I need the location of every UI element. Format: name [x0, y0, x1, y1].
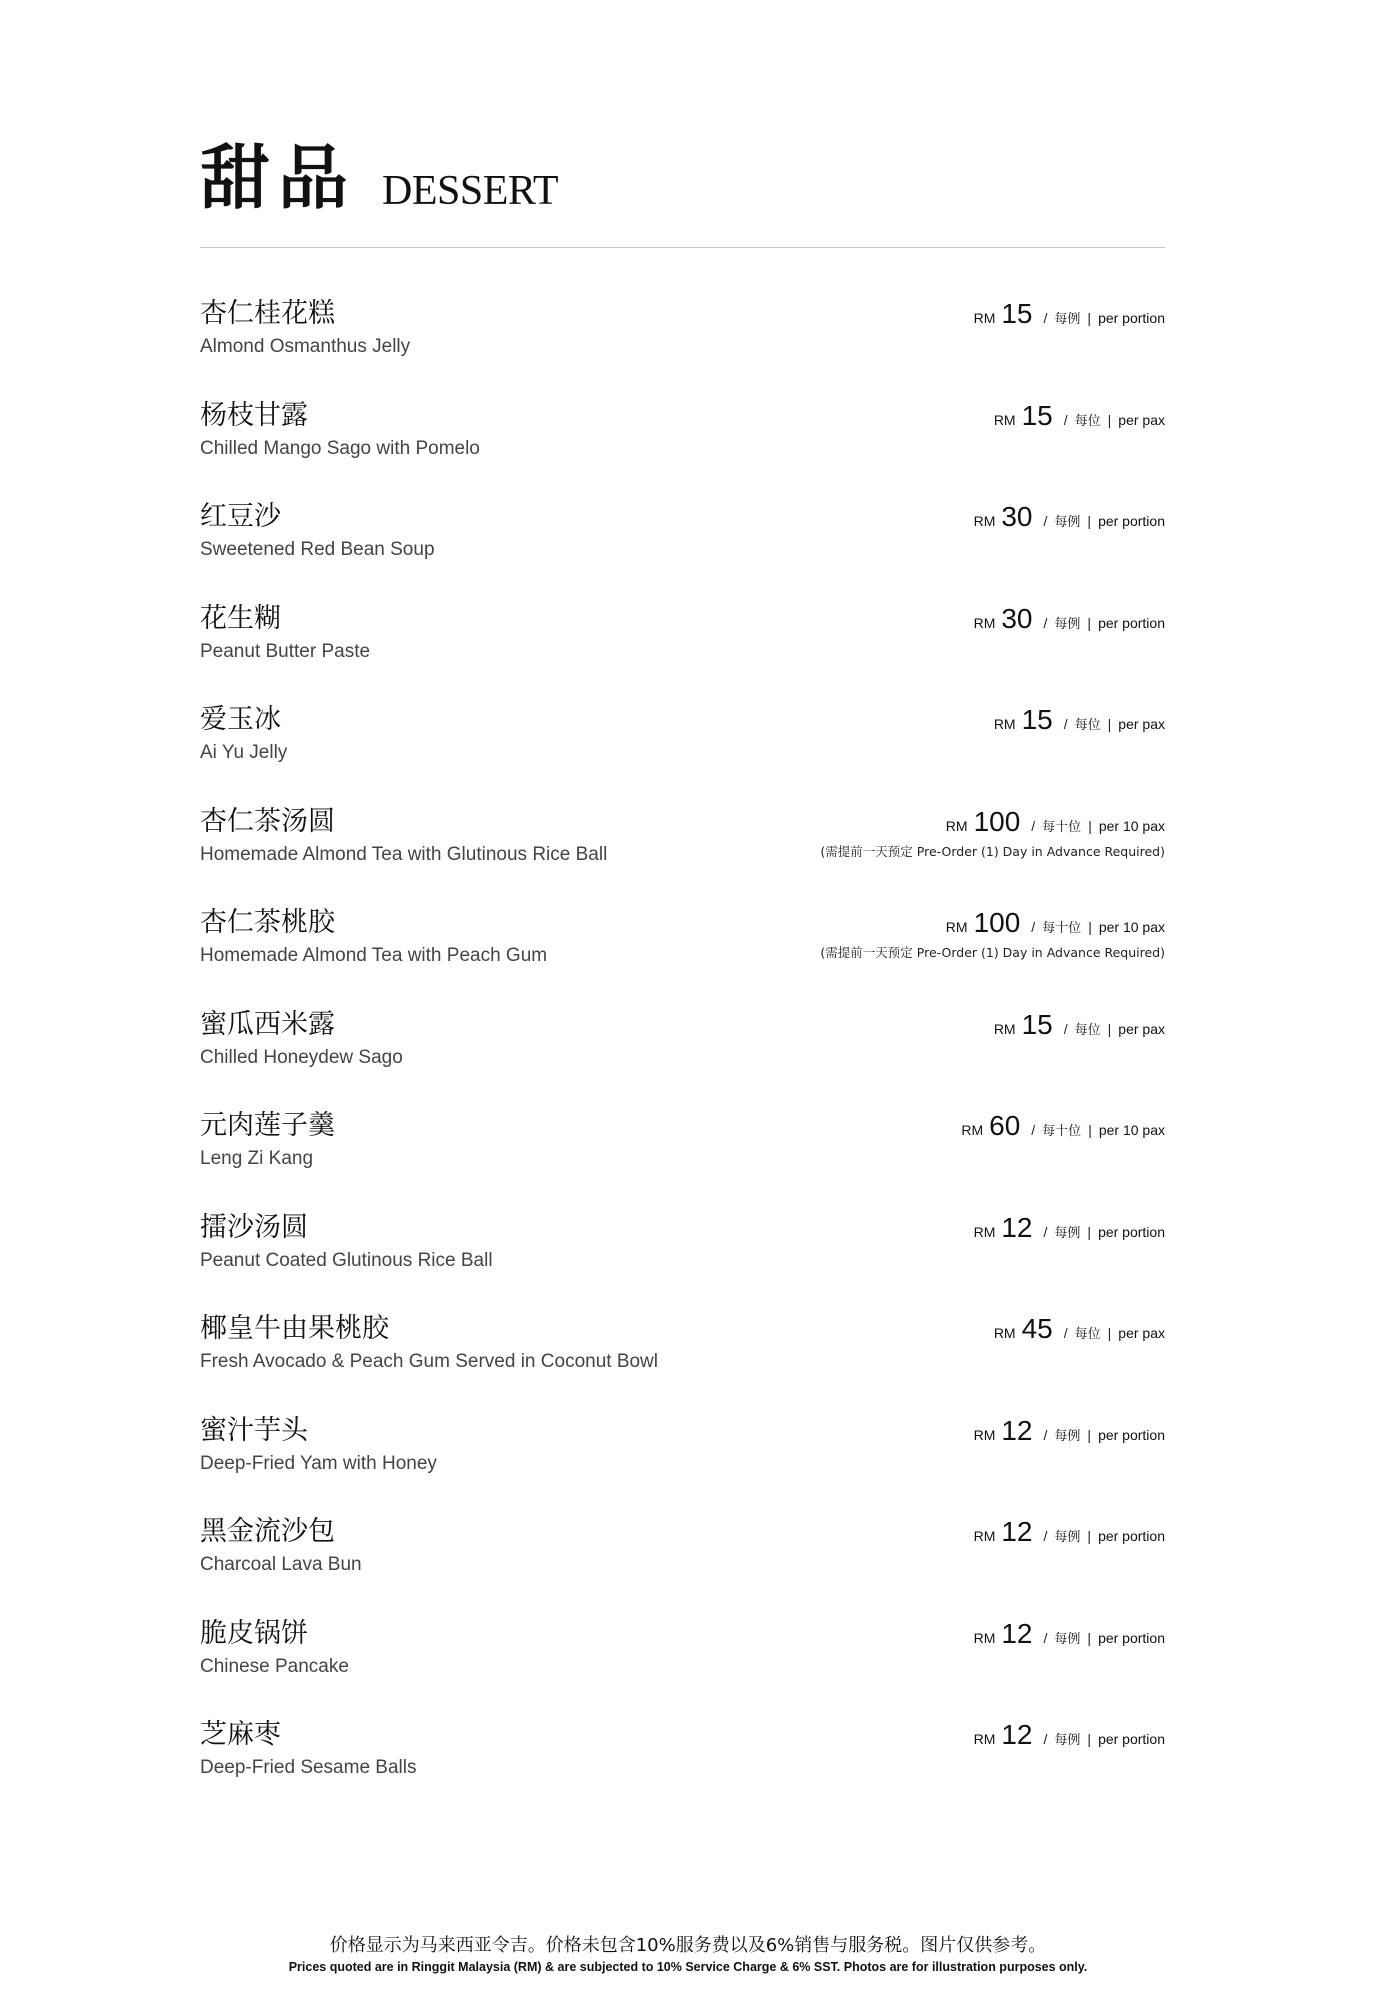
price-amount: 30 — [1001, 501, 1033, 532]
item-price — [961, 1110, 1165, 1148]
unit-zh: 每位 — [1074, 1022, 1101, 1038]
price-slash: / — [1043, 310, 1048, 326]
item-price-block — [994, 704, 1165, 742]
footer-note-en: Prices quoted are in Ringgit Malaysia (RM) & are subjected to 10% Service Charge & 6% SST. Photos are for illustration purposes only. — [288, 1960, 1088, 1974]
currency-label: RM — [973, 1731, 996, 1747]
currency-label: RM — [973, 513, 996, 529]
unit-divider: | — [1088, 1122, 1092, 1138]
item-price-block — [994, 1009, 1165, 1047]
item-names — [200, 1516, 362, 1582]
currency-label: RM — [973, 614, 996, 631]
currency-label: RM — [993, 411, 1016, 428]
item-price-block — [974, 501, 1165, 539]
item-price — [974, 1618, 1165, 1656]
unit-en: per portion — [1098, 310, 1165, 326]
menu-item — [200, 806, 1165, 908]
unit-divider: | — [1087, 310, 1092, 326]
item-price-block — [974, 1212, 1165, 1250]
menu-item — [200, 1516, 1165, 1618]
price-amount: 30 — [1001, 602, 1033, 634]
unit-en: per portion — [1098, 1426, 1165, 1443]
item-name-en: Homemade Almond Tea with Glutinous Rice Ball — [200, 843, 608, 865]
item-name-zh: 脆皮锅饼 — [200, 1617, 308, 1649]
item-names — [200, 806, 607, 872]
unit-en: per pax — [1118, 1325, 1165, 1341]
item-price-block — [974, 298, 1165, 336]
currency-label: RM — [973, 1223, 996, 1240]
item-name-en: Fresh Avocado & Peach Gum Served in Coconut Bowl — [200, 1351, 659, 1372]
price-slash: / — [1043, 1426, 1048, 1443]
item-name-en: Homemade Almond Tea with Peach Gum — [200, 945, 548, 966]
menu-item — [200, 1009, 1165, 1111]
item-names — [200, 1719, 416, 1785]
price-amount: 15 — [1001, 298, 1033, 329]
menu-item — [200, 603, 1165, 705]
item-price-block — [820, 806, 1165, 859]
unit-zh: 每例 — [1054, 616, 1081, 632]
price-amount: 12 — [1001, 1719, 1033, 1750]
item-name-zh: 爱玉冰 — [200, 704, 281, 735]
currency-label: RM — [993, 716, 1016, 732]
menu-item — [200, 704, 1165, 806]
item-name-zh: 杏仁茶汤圆 — [200, 805, 335, 837]
price-slash: / — [1043, 1528, 1048, 1544]
unit-en: per portion — [1098, 1528, 1165, 1544]
unit-en: per portion — [1098, 1731, 1165, 1747]
price-amount: 12 — [1001, 1414, 1033, 1446]
item-price — [974, 1212, 1165, 1250]
price-amount: 12 — [1001, 1211, 1033, 1243]
item-names — [200, 1009, 403, 1075]
currency-label: RM — [993, 1325, 1016, 1341]
price-slash: / — [1043, 1731, 1048, 1747]
unit-divider: | — [1087, 1731, 1092, 1747]
item-name-en: Chinese Pancake — [200, 1655, 349, 1677]
unit-en: per portion — [1098, 1223, 1165, 1240]
unit-zh: 每十位 — [1042, 921, 1082, 936]
unit-zh: 每十位 — [1042, 819, 1082, 835]
item-names — [200, 1110, 335, 1176]
item-price — [994, 704, 1165, 742]
unit-divider: | — [1087, 1426, 1092, 1443]
item-name-en: Almond Osmanthus Jelly — [200, 336, 411, 357]
unit-zh: 每例 — [1054, 1225, 1081, 1241]
price-slash: / — [1031, 1122, 1036, 1138]
item-name-en: Sweetened Red Bean Soup — [200, 539, 435, 560]
currency-label: RM — [961, 1122, 984, 1138]
currency-label: RM — [993, 1020, 1016, 1037]
price-amount: 15 — [1021, 1008, 1053, 1040]
currency-label: RM — [973, 1528, 996, 1544]
item-names — [200, 1415, 437, 1481]
unit-en: per pax — [1118, 716, 1165, 732]
item-names — [200, 1313, 658, 1379]
item-name-en: Leng Zi Kang — [200, 1148, 314, 1169]
item-name-zh: 擂沙汤圆 — [200, 1211, 308, 1243]
unit-en: per 10 pax — [1098, 1122, 1165, 1138]
item-name-zh: 花生糊 — [200, 602, 281, 634]
unit-zh: 每位 — [1074, 718, 1101, 733]
price-amount: 45 — [1021, 1313, 1053, 1344]
item-price-block — [974, 1415, 1165, 1453]
price-amount: 100 — [973, 805, 1021, 837]
page-title-en: DESSERT — [382, 168, 559, 214]
unit-en: per portion — [1098, 614, 1165, 631]
unit-divider: | — [1087, 614, 1092, 631]
unit-divider: | — [1107, 1325, 1112, 1341]
item-names — [200, 704, 287, 770]
menu-item — [200, 1618, 1165, 1720]
menu-item — [200, 907, 1165, 1009]
item-name-zh: 杏仁茶桃胶 — [200, 907, 335, 938]
unit-en: per pax — [1118, 1020, 1165, 1037]
item-names — [200, 1618, 349, 1684]
unit-divider: | — [1107, 716, 1112, 732]
item-price — [820, 907, 1165, 945]
item-names — [200, 400, 480, 466]
price-slash: / — [1063, 411, 1068, 428]
menu-item — [200, 1313, 1165, 1415]
item-name-en: Deep-Fried Sesame Balls — [200, 1757, 417, 1778]
unit-zh: 每位 — [1074, 413, 1101, 429]
dessert-list — [200, 298, 1165, 1821]
menu-item — [200, 1212, 1165, 1314]
item-name-en: Deep-Fried Yam with Honey — [200, 1452, 437, 1474]
unit-en: per 10 pax — [1098, 919, 1165, 935]
item-price — [994, 400, 1165, 438]
menu-item — [200, 501, 1165, 603]
unit-zh: 每十位 — [1042, 1124, 1082, 1139]
item-names — [200, 907, 547, 973]
currency-label: RM — [945, 817, 968, 834]
price-slash: / — [1031, 919, 1036, 935]
footer-note-zh: 价格显示为马来西亚令吉。价格未包含10%服务费以及6%销售与服务税。图片仅供参考。 — [329, 1935, 1047, 1956]
unit-en: per portion — [1098, 513, 1165, 529]
price-slash: / — [1043, 1629, 1048, 1646]
item-price-block — [974, 1618, 1165, 1656]
item-name-zh: 椰皇牛由果桃胶 — [200, 1313, 389, 1344]
unit-zh: 每例 — [1054, 312, 1081, 327]
item-price — [974, 501, 1165, 539]
item-price — [974, 603, 1165, 641]
item-name-zh: 芝麻枣 — [200, 1719, 281, 1750]
item-name-zh: 杨枝甘露 — [200, 399, 308, 431]
unit-zh: 每例 — [1054, 1530, 1081, 1545]
page-title-zh: 甜品 — [200, 136, 356, 219]
item-price — [820, 806, 1165, 844]
currency-label: RM — [945, 919, 968, 935]
item-price-block — [994, 400, 1165, 438]
item-price-block — [961, 1110, 1165, 1148]
price-slash: / — [1063, 716, 1068, 732]
unit-divider: | — [1107, 411, 1112, 428]
item-name-zh: 元肉莲子羹 — [200, 1110, 335, 1141]
item-names — [200, 1212, 493, 1278]
unit-zh: 每位 — [1074, 1327, 1101, 1342]
unit-divider: | — [1107, 1020, 1112, 1037]
price-amount: 12 — [1001, 1617, 1033, 1649]
preorder-note: (需提前一天预定 Pre-Order (1) Day in Advance Required) — [820, 843, 1165, 859]
item-name-zh: 蜜瓜西米露 — [200, 1008, 335, 1040]
title-divider — [200, 247, 1165, 248]
item-price-block — [974, 603, 1165, 641]
unit-zh: 每例 — [1054, 1428, 1081, 1444]
item-name-en: Ai Yu Jelly — [200, 742, 288, 763]
item-name-en: Chilled Honeydew Sago — [200, 1046, 403, 1068]
item-name-en: Peanut Coated Glutinous Rice Ball — [200, 1249, 493, 1271]
preorder-note: (需提前一天预定 Pre-Order (1) Day in Advance Required) — [820, 945, 1165, 960]
menu-item — [200, 1110, 1165, 1212]
item-price — [994, 1313, 1165, 1351]
item-name-zh: 蜜汁芋头 — [200, 1414, 308, 1446]
item-price — [974, 1415, 1165, 1453]
price-slash: / — [1043, 614, 1048, 631]
price-amount: 15 — [1021, 399, 1053, 431]
price-slash: / — [1043, 513, 1048, 529]
unit-en: per pax — [1118, 411, 1165, 428]
price-amount: 60 — [989, 1110, 1021, 1141]
item-name-zh: 杏仁桂花糕 — [200, 298, 335, 329]
price-slash: / — [1031, 817, 1036, 834]
unit-zh: 每例 — [1054, 515, 1081, 530]
price-slash: / — [1063, 1020, 1068, 1037]
price-amount: 15 — [1021, 704, 1053, 735]
item-price — [974, 1516, 1165, 1554]
currency-label: RM — [973, 310, 996, 326]
item-name-en: Peanut Butter Paste — [200, 640, 371, 662]
item-names — [200, 298, 410, 364]
item-name-en: Chilled Mango Sago with Pomelo — [200, 437, 480, 459]
unit-divider: | — [1087, 1223, 1092, 1240]
unit-divider: | — [1087, 1528, 1092, 1544]
price-slash: / — [1043, 1223, 1048, 1240]
unit-zh: 每例 — [1054, 1631, 1081, 1647]
item-price-block — [974, 1516, 1165, 1554]
item-name-zh: 黑金流沙包 — [200, 1516, 335, 1547]
item-name-en: Charcoal Lava Bun — [200, 1554, 362, 1575]
unit-divider: | — [1087, 1629, 1092, 1646]
item-names — [200, 501, 435, 567]
unit-divider: | — [1087, 513, 1092, 529]
item-price-block — [820, 907, 1165, 960]
unit-divider: | — [1088, 919, 1092, 935]
item-price — [974, 1719, 1165, 1757]
unit-divider: | — [1088, 817, 1092, 834]
menu-item — [200, 1415, 1165, 1517]
item-name-zh: 红豆沙 — [200, 501, 281, 532]
unit-en: per 10 pax — [1098, 817, 1165, 834]
unit-en: per portion — [1098, 1629, 1165, 1646]
unit-zh: 每例 — [1054, 1733, 1081, 1748]
currency-label: RM — [973, 1629, 996, 1646]
menu-item — [200, 1719, 1165, 1821]
currency-label: RM — [973, 1426, 996, 1443]
item-price-block — [974, 1719, 1165, 1757]
price-amount: 100 — [973, 907, 1021, 938]
item-price — [974, 298, 1165, 336]
menu-item — [200, 400, 1165, 502]
item-price — [994, 1009, 1165, 1047]
price-amount: 12 — [1001, 1516, 1033, 1547]
item-price-block — [994, 1313, 1165, 1351]
price-slash: / — [1063, 1325, 1068, 1341]
menu-item — [200, 298, 1165, 400]
item-names — [200, 603, 370, 669]
